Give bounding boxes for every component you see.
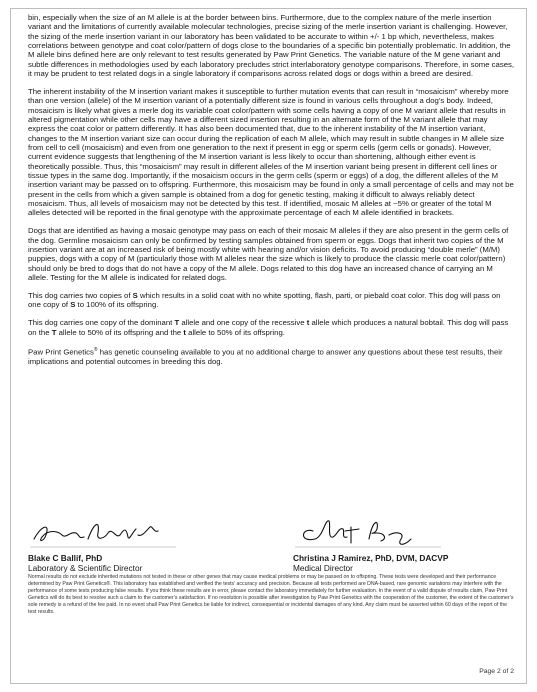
report-body xyxy=(28,13,515,374)
page-number: Page 2 of 2 xyxy=(479,668,514,675)
signature-block-scientific-director xyxy=(28,509,258,573)
report-page xyxy=(10,8,527,684)
t-locus-result-paragraph: This dog carries one copy of the dominant T allele and one copy of the recessive t allele which produces a natural bobtail. This dog will pass on the T allele to 50% of its offspring and the t allele to 50% of its offspring. xyxy=(28,318,509,337)
mosaicism-paragraph: The inherent instability of the M insertion variant makes it susceptible to further mutation events that can result in “mosaicism” whereby more than one version (allele) of the M insertion variant of a potentially different size is found in various cells throughout a dog’s body. Indeed, mosaicism is likely what gives a merle dog its variable coat color/pattern with some cells having a copy of one M variant allele that results in altered pigmentation while other cells may have a different sized insertion resulting in an alternate form of the M variant allele that may express the coat color or pattern differently. It has also been documented that, due to the inherent instability of the M insertion variant, changes to the M insertion variant size can occur during the replication of each M allele, which may result in subtle changes in M allele size from cell to cell (mosaicism) and even from one generation to the next if present in egg or sperm cells (germ cells or gonads). However, current evidence suggests that lengthening of the M insertion variant is less likely to occur than shortening, although either event is theoretically possible. Thus, this “mosaicism” may result in different alleles of the M insertion variant being present in different cell lines or tissue types in the same dog. Importantly, if the mosaicism occurs in the germ cells (sperm or eggs) of a dog, the different alleles of the M insertion variant may be passed on to offspring. Furthermore, this mosaicism may be found in only a small percentage of cells and may not be present in the cells from which a given sample is obtained from a dog for genetic testing, making it difficult to always reliably detect mosaicism. Thus, all levels of mosaicism may not be detected by this test. If identified, mosaic M alleles at ~5% or greater of the total M alleles detected will be reported in the final genotype with the approximate percentage of each M allele identified in brackets. xyxy=(28,87,514,218)
handwritten-signature-ramirez xyxy=(293,509,443,551)
s-locus-result-paragraph: This dog carries two copies of S which results in a solid coat with no white spotting, flash, parti, or piebald coat color. This dog will pass on one copy of S to 100% of its offspring. xyxy=(28,291,501,310)
signer-title: Medical Director xyxy=(293,563,353,573)
mosaic-genotype-paragraph: Dogs that are identified as having a mosaic genotype may pass on each of their mosaic M alleles if they are also present in the germ cells of the dog. Germline mosaicism can only be confirmed by testing samples obtained from sperm or eggs. Dogs that inherit two copies of the M insertion variant are at an increased risk of being mostly white with hearing and/or vision deficits. To avoid producing “double merle” (M/M) puppies, dogs with a copy of M (particularly those with M alleles near the size which is likely to produce the classic merle coat color/pattern) should only be bred to dogs that do not have a copy of the M allele. Dogs related to this dog have an increased chance of carrying an M allele. Testing for the M allele is indicated for related dogs. xyxy=(28,226,509,283)
signer-name: Christina J Ramirez, PhD, DVM, DACVP xyxy=(293,553,449,563)
signer-title: Laboratory & Scientific Director xyxy=(28,563,143,573)
genetic-counseling-paragraph: Paw Print Genetics® has genetic counseling available to you at no additional charge to answer any questions about these test results, their implications and potential outcomes in breeding this dog. xyxy=(28,346,503,366)
signature-block-medical-director xyxy=(293,509,523,573)
signature-area xyxy=(28,509,515,579)
signer-name: Blake C Ballif, PhD xyxy=(28,553,103,563)
legal-disclaimer: Normal results do not exclude inherited mutations not tested in these or other genes that may cause medical problems or may be passed on to offspring. These tests were developed and their performance determined by Paw Print Genetics®. This laboratory has established and verified the tests’ accuracy and precision. Because all tests performed are DNA-based, rare genomic variations may interfere with the performance of some tests producing false results. If you think these results are in error, please contact the laboratory immediately for further evaluation. In the event of a valid dispute of results claim, Paw Print Genetics will do its best to resolve such a claim to the customer’s satisfaction. If no resolution is possible after investigation by Paw Print Genetics with the cooperation of the customer, the extent of the customer’s sole remedy is a refund of the fee paid. In no event shall Paw Print Genetics be liable for indirect, consequential or incidental damages of any kind. Any claim must be asserted within 60 days of the report of the test results. xyxy=(28,574,514,615)
merle-sizing-paragraph: bin, especially when the size of an M allele is at the border between bins. Furthermore, due to the complex nature of the merle insertion variant and the limitations of currently available molecular technologies, precise sizing of the merle insertion variant is challenging. However, the sizing of the merle insertion variant in our laboratory has been validated to be accurate to within +/- 1 bp which, nevertheless, makes correlations between genotype and coat color/pattern of dogs close to the boundaries of a specific bin potentially problematic. In addition, the M allele bins defined here are only relevant to test results generated by Paw Print Genetics. The variable nature of the M gene variant and subtle differences in methodologies used by each laboratory precludes strict interlaboratory genotype comparisons. Therefore, in some cases, it may be prudent to test related dogs in a single laboratory if comparisons across related dogs or dogs within a breed are desired. xyxy=(28,13,515,79)
handwritten-signature-ballif xyxy=(28,509,178,551)
